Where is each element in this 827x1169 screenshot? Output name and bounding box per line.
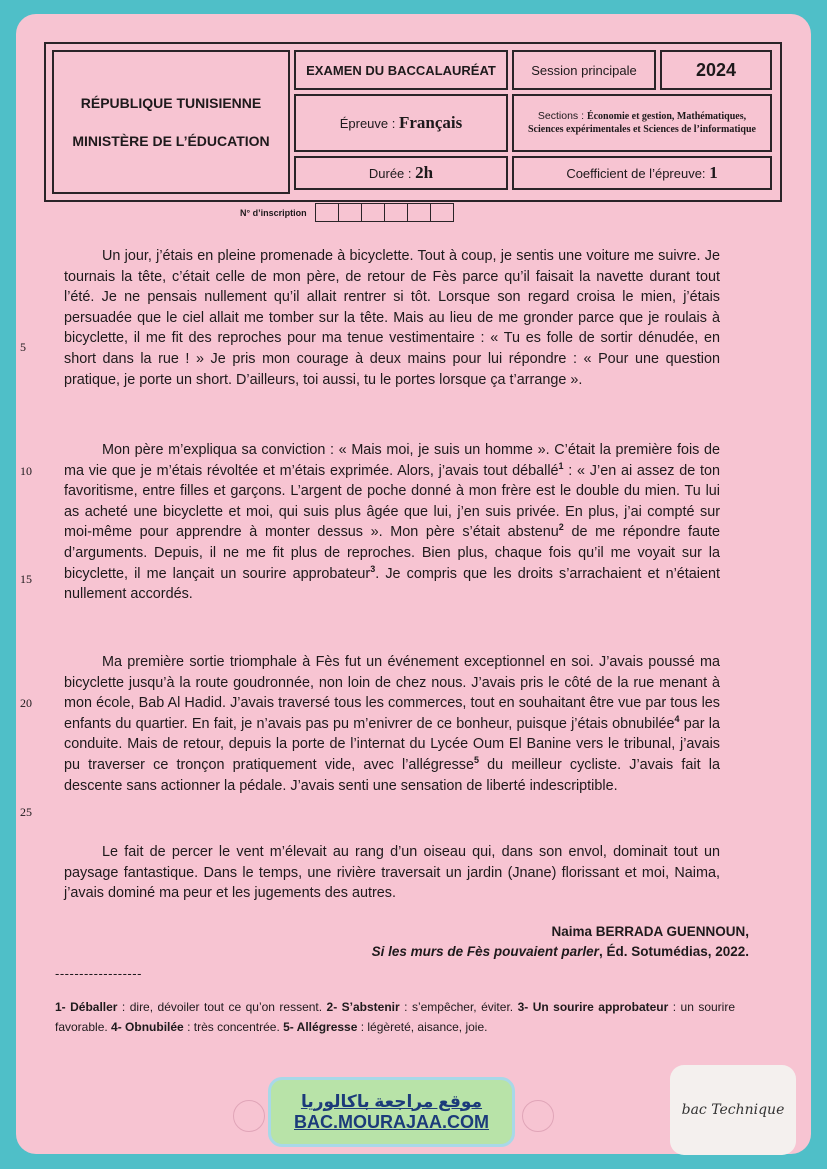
book-edition: , Éd. Sotumédias, 2022. xyxy=(598,944,749,959)
epreuve-label: Épreuve : xyxy=(339,115,396,131)
footnote-ref: 2 xyxy=(558,522,564,533)
exam-title-cell xyxy=(294,50,508,90)
sections-label: Sections : xyxy=(537,110,585,122)
paragraph-1: Un jour, j’étais en pleine promenade à bicyclette. Tout à coup, je sentis une voiture me suivre. Je tournais la tête, c’était celle de mon père, de retour de Fès parce qu’il faisait la navette durant tout l’été. Je ne pensais nullement qu’il allait rentrer si tôt. Lorsque son regard croisa le mien, j’étais persuadée que le ciel allait me tomber sur la tête. Mais au lieu de me gronder parce que je roulais à bicyclette, il me fit des reproches pour ma tenue vestimentaire : « Tu es folle de sortir dénudée, en short dans la rue ! » Je pris mon courage à deux mains pour lui répondre : « Pour une question pratique, je porte un short. D’ailleurs, toi aussi, tu le portes lorsque ça t’arrange ». xyxy=(64,248,720,388)
duree-value: 2h xyxy=(415,163,434,182)
author-name: Naima BERRADA GUENNOUN, xyxy=(551,924,749,939)
bac-technique-badge: bac Technique xyxy=(670,1065,796,1155)
inscription-label: N° d’inscription xyxy=(240,207,307,218)
line-number: 10 xyxy=(20,464,32,478)
paragraph-3: Ma première sortie triomphale à Fès fut un événement exceptionnel en soi. J’avais poussé ma bicyclette jusqu’à la route goudronnée, non loin de chez nous. J’avais pris le côté de la rue menant à mon école, Bab Al Hadid. J’avais traversé tous les commerces, tout en souhaitant être vue par tous les enfants du quartier. En fait, je n’avais pas pu m’enivrer de ce bonheur, puisque j’étais obnubilée$^4$ par la conduite. Mais de retour, depuis la porte de l’internat du Lycée Oum El Banine vers le tribunal, j’avais pu traverser ce tronçon pratiquement vide, avec l’allégresse$^5$ du meilleur cycliste. J’avais fait la descente sans actionner la pédale. J’avais senti une sensation de liberté indescriptible. xyxy=(64,654,721,794)
line-number: 25 xyxy=(20,805,32,819)
source-citation xyxy=(372,922,749,962)
exam-title: EXAMEN DU BACCALAURÉAT xyxy=(306,62,496,78)
site-watermark[interactable] xyxy=(268,1077,515,1147)
epreuve-cell xyxy=(294,94,508,152)
note-term: 1- Déballer xyxy=(55,1000,118,1014)
site-logo-icon xyxy=(233,1100,265,1132)
line-number: 20 xyxy=(20,696,32,710)
coef-label: Coefficient de l’épreuve: xyxy=(566,165,706,181)
footnote-ref: 5 xyxy=(473,755,479,766)
footnote-ref: 4 xyxy=(674,713,680,724)
epreuve-value: Français xyxy=(399,113,463,132)
duree-cell xyxy=(294,156,508,190)
coef-cell xyxy=(512,156,772,190)
note-term: 2- S’abstenir xyxy=(326,1000,400,1014)
site-logo-icon xyxy=(522,1100,554,1132)
paragraph-2: Mon père m’expliqua sa conviction : « Mais moi, je suis un homme ». C’était la première fois de ma vie que je m’étais révoltée et m’étais exprimée. Alors, j’avais tout déballé$^1$ : « J’en ai assez de ton favoritisme, entre filles et garçons. L’argent de poche donné à mon frère est le double du mien. Tu lui as acheté une bicyclette et moi, qui suis plus âgée que lui, j’en suis privée. En plus, j’ai compté sur moi-même pour apprendre à monter dessus ». Mon père s’était abstenu$^2$ de me répondre faute d’arguments. Depuis, il ne me fit plus de reproches. Bien plus, chaque fois qu’il me voyait sur la bicyclette, il me lançait un sourire approbateur$^3$. Je compris que les droits s’arrachaient et n’étaient nullement accordés. xyxy=(64,442,721,603)
session-label: Session principale xyxy=(531,62,637,78)
note-term: 3- Un sourire approbateur xyxy=(517,1000,669,1014)
coef-value: 1 xyxy=(709,163,718,182)
year-cell xyxy=(660,50,772,90)
footnote-ref: 3 xyxy=(370,563,376,574)
inscription-boxes[interactable] xyxy=(315,203,454,222)
footnote-ref: 1 xyxy=(558,460,564,471)
ministry-label: MINISTÈRE DE L’ÉDUCATION xyxy=(72,133,270,149)
line-number: 5 xyxy=(20,340,26,354)
institution-block xyxy=(52,50,290,194)
sections-cell xyxy=(512,94,772,152)
year-label: 2024 xyxy=(695,59,737,80)
footnotes: 1- Déballer : dire, dévoiler tout ce qu’on ressent. 2- S’abstenir : s’empêcher, éviter. 3- Un sourire approbateur : un sourire favorable. 4- Obnubilée : très concentrée. 5- Allégresse : légèreté, aisance, joie. xyxy=(55,1000,736,1034)
exam-header xyxy=(44,42,782,202)
republic-label: RÉPUBLIQUE TUNISIENNE xyxy=(80,95,262,111)
sections-value: Économie et gestion, Mathématiques, Sciences expérimentales et Sciences de l’informatique xyxy=(527,111,756,135)
inscription-row xyxy=(240,203,454,222)
note-term: 4- Obnubilée xyxy=(111,1020,184,1034)
separator-line: ------------------ xyxy=(55,966,142,981)
line-number: 15 xyxy=(20,572,32,586)
duree-label: Durée : xyxy=(368,165,412,181)
watermark-url[interactable]: BAC.MOURAJAA.COM xyxy=(294,1111,489,1132)
session-cell xyxy=(512,50,656,90)
watermark-arabic: موقع مراجعة باكالوريا xyxy=(300,1091,483,1111)
paragraph-4: Le fait de percer le vent m’élevait au rang d’un oiseau qui, dans son envol, dominait tout un paysage fantastique. Dans le temps, une rivière traversait un jardin (Jnane) florissant et moi, Naima, j’avais dominé ma peur et les jugements des autres. xyxy=(64,844,720,902)
book-title: Si les murs de Fès pouvaient parler xyxy=(371,944,599,959)
note-term: 5- Allégresse xyxy=(283,1020,358,1034)
